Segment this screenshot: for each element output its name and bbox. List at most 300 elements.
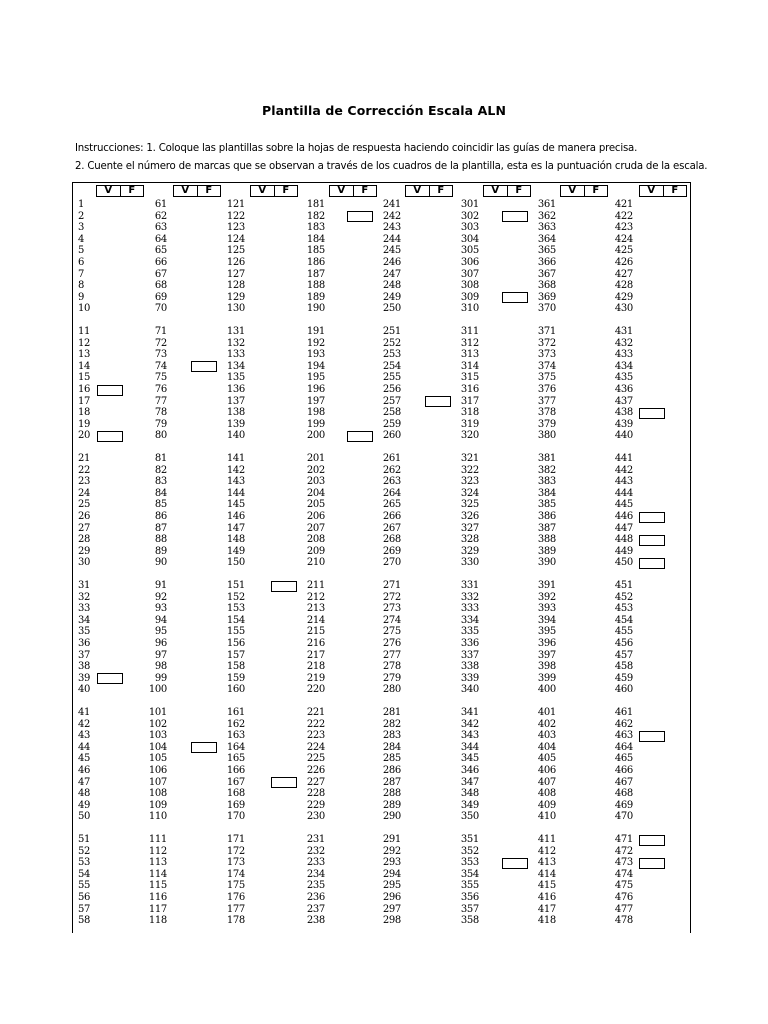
item-number: 51 [78,834,91,845]
item-number: 34 [78,614,91,626]
item-number: 358 [460,915,479,927]
item-number: 92 [154,591,167,603]
item-number: 225 [306,753,325,765]
response-window-box [271,581,297,592]
item-number: 313 [460,349,479,361]
item-number: 191 [306,326,325,337]
item-number: 457 [614,649,633,661]
item-number: 279 [382,672,401,684]
item-number: 190 [306,303,325,315]
item-number: 38 [78,661,91,673]
instruction-line-2: 2. Cuente el número de marcas que se observan a través de los cuadros de la plantilla, esta es la puntuación cruda de la escala. [75,161,708,172]
item-number: 54 [78,868,91,880]
f-label: F [274,186,298,196]
item-number: 195 [306,372,325,384]
item-number: 213 [306,603,325,615]
item-number: 327 [460,522,479,534]
item-number: 219 [306,672,325,684]
item-number: 345 [460,753,479,765]
item-number: 14 [78,360,91,372]
item-number: 422 [614,210,633,222]
item-number: 185 [306,245,325,257]
item-number: 46 [78,765,91,776]
item-number: 467 [614,776,633,788]
item-number: 124 [226,233,245,245]
item-number: 463 [614,730,633,742]
item-number: 100 [148,684,167,696]
item-number: 102 [148,718,167,730]
item-number: 305 [460,245,479,257]
item-number: 43 [78,730,91,742]
item-number: 276 [382,638,401,649]
item-number: 266 [382,511,401,522]
item-number: 110 [148,811,167,823]
item-number: 364 [537,233,556,245]
item-number: 212 [306,591,325,603]
response-window-box [639,858,665,869]
item-number: 215 [306,626,325,638]
item-number: 344 [460,741,479,753]
item-number: 352 [460,845,479,857]
item-number: 166 [226,765,245,776]
item-number: 323 [460,476,479,488]
item-number: 242 [382,210,401,222]
v-label: V [647,185,656,196]
item-number: 192 [306,337,325,349]
item-number: 22 [78,464,91,476]
item-number: 406 [537,765,556,776]
item-number: 121 [226,199,245,210]
item-number: 55 [78,880,91,892]
item-number: 133 [226,349,245,361]
item-number: 291 [382,834,401,845]
item-number: 137 [226,395,245,407]
response-window-box [347,211,373,222]
item-number: 384 [537,487,556,499]
item-number: 11 [78,326,91,337]
item-number: 448 [614,534,633,546]
item-number: 209 [306,545,325,557]
item-number: 472 [614,845,633,857]
item-number: 86 [154,511,167,522]
item-number: 361 [537,199,556,210]
item-number: 254 [382,360,401,372]
item-number: 63 [154,222,167,234]
item-number: 42 [78,718,91,730]
item-number: 199 [306,418,325,430]
item-number: 434 [614,360,633,372]
item-number: 189 [306,291,325,303]
item-number: 348 [460,788,479,800]
item-number: 149 [226,545,245,557]
item-number: 246 [382,257,401,268]
item-number: 408 [537,788,556,800]
item-number: 158 [226,661,245,673]
item-number: 214 [306,614,325,626]
item-number: 282 [382,718,401,730]
item-number: 284 [382,741,401,753]
item-number: 170 [226,811,245,823]
item-number: 48 [78,788,91,800]
item-number: 47 [78,776,91,788]
item-number: 6 [78,257,85,268]
item-number: 395 [537,626,556,638]
item-number: 226 [306,765,325,776]
response-window-box [271,777,297,788]
item-number: 23 [78,476,91,488]
item-number: 74 [154,360,167,372]
item-number: 309 [460,291,479,303]
item-number: 3 [78,222,85,234]
item-number: 27 [78,522,91,534]
item-number: 385 [537,499,556,511]
response-window-box [502,211,528,222]
item-number: 474 [614,868,633,880]
item-number: 387 [537,522,556,534]
item-number: 391 [537,580,556,591]
item-number: 453 [614,603,633,615]
item-number: 317 [460,395,479,407]
response-window-box [191,742,217,753]
item-number: 45 [78,753,91,765]
item-number: 8 [78,280,85,292]
item-number: 186 [306,257,325,268]
item-number: 152 [226,591,245,603]
item-number: 329 [460,545,479,557]
item-number: 89 [154,545,167,557]
item-number: 292 [382,845,401,857]
item-number: 281 [382,707,401,718]
item-number: 365 [537,245,556,257]
f-label: F [663,186,687,196]
item-number: 52 [78,845,91,857]
item-number: 87 [154,522,167,534]
item-number: 220 [306,684,325,696]
item-number: 287 [382,776,401,788]
vf-header-col-7 [560,185,608,197]
f-label: F [197,186,221,196]
item-number: 311 [460,326,479,337]
item-number: 341 [460,707,479,718]
item-number: 116 [148,892,167,903]
item-number: 50 [78,811,91,823]
item-number: 418 [537,915,556,927]
item-number: 316 [460,384,479,395]
item-number: 456 [614,638,633,649]
item-number: 183 [306,222,325,234]
response-window-box [425,396,451,407]
item-number: 228 [306,788,325,800]
item-number: 377 [537,395,556,407]
item-number: 101 [148,707,167,718]
item-number: 224 [306,741,325,753]
item-number: 221 [306,707,325,718]
item-number: 234 [306,868,325,880]
item-number: 259 [382,418,401,430]
item-number: 446 [614,511,633,522]
item-number: 331 [460,580,479,591]
item-number: 322 [460,464,479,476]
item-number: 338 [460,661,479,673]
item-number: 18 [78,407,91,419]
item-number: 314 [460,360,479,372]
item-number: 437 [614,395,633,407]
item-number: 386 [537,511,556,522]
response-window-box [502,292,528,303]
item-number: 325 [460,499,479,511]
item-number: 143 [226,476,245,488]
item-number: 16 [78,384,91,395]
item-number: 236 [306,892,325,903]
item-number: 277 [382,649,401,661]
item-number: 389 [537,545,556,557]
item-number: 473 [614,857,633,869]
instruction-line-1: Instrucciones: 1. Coloque las plantillas sobre la hojas de respuesta haciendo coincidir las guías de manera precisa. [75,143,638,154]
item-number: 264 [382,487,401,499]
item-number: 351 [460,834,479,845]
item-number: 237 [306,903,325,915]
item-number: 91 [154,580,167,591]
item-number: 138 [226,407,245,419]
item-number: 306 [460,257,479,268]
item-number: 83 [154,476,167,488]
item-number: 414 [537,868,556,880]
item-number: 232 [306,845,325,857]
item-number: 188 [306,280,325,292]
item-number: 263 [382,476,401,488]
item-number: 36 [78,638,91,649]
item-number: 442 [614,464,633,476]
item-number: 376 [537,384,556,395]
item-number: 290 [382,811,401,823]
item-number: 95 [154,626,167,638]
item-number: 417 [537,903,556,915]
item-number: 177 [226,903,245,915]
item-number: 294 [382,868,401,880]
item-number: 140 [226,430,245,442]
item-number: 450 [614,557,633,569]
item-number: 465 [614,753,633,765]
item-number: 451 [614,580,633,591]
item-number: 343 [460,730,479,742]
vf-header-col-1 [96,185,144,197]
item-number: 17 [78,395,91,407]
v-label: V [181,185,190,196]
item-number: 304 [460,233,479,245]
item-number: 128 [226,280,245,292]
item-number: 429 [614,291,633,303]
item-number: 160 [226,684,245,696]
item-number: 470 [614,811,633,823]
response-window-box [97,385,123,396]
item-number: 318 [460,407,479,419]
item-number: 162 [226,718,245,730]
item-number: 66 [154,257,167,268]
response-window-box [97,431,123,442]
item-number: 286 [382,765,401,776]
item-number: 310 [460,303,479,315]
v-label: V [568,185,577,196]
item-number: 58 [78,915,91,927]
item-number: 477 [614,903,633,915]
item-number: 70 [154,303,167,315]
item-number: 168 [226,788,245,800]
f-label: F [429,186,453,196]
item-number: 227 [306,776,325,788]
item-number: 12 [78,337,91,349]
item-number: 373 [537,349,556,361]
item-number: 278 [382,661,401,673]
item-number: 247 [382,268,401,280]
response-window-box [639,558,665,569]
item-number: 270 [382,557,401,569]
item-number: 132 [226,337,245,349]
item-number: 155 [226,626,245,638]
item-number: 445 [614,499,633,511]
item-number: 324 [460,487,479,499]
item-number: 182 [306,210,325,222]
item-number: 449 [614,545,633,557]
item-number: 161 [226,707,245,718]
item-number: 354 [460,868,479,880]
item-number: 271 [382,580,401,591]
item-number: 10 [78,303,91,315]
item-number: 257 [382,395,401,407]
item-number: 274 [382,614,401,626]
item-number: 462 [614,718,633,730]
item-number: 84 [154,487,167,499]
item-number: 328 [460,534,479,546]
item-number: 130 [226,303,245,315]
item-number: 388 [537,534,556,546]
item-number: 430 [614,303,633,315]
item-number: 319 [460,418,479,430]
item-number: 416 [537,892,556,903]
item-number: 118 [148,915,167,927]
response-window-box [639,731,665,742]
item-number: 401 [537,707,556,718]
item-number: 285 [382,753,401,765]
item-number: 40 [78,684,91,696]
item-number: 171 [226,834,245,845]
vf-header-col-3 [250,185,298,197]
item-number: 7 [78,268,85,280]
item-number: 25 [78,499,91,511]
item-number: 223 [306,730,325,742]
item-number: 203 [306,476,325,488]
item-number: 210 [306,557,325,569]
item-number: 33 [78,603,91,615]
item-number: 337 [460,649,479,661]
item-number: 340 [460,684,479,696]
item-number: 206 [306,511,325,522]
item-number: 392 [537,591,556,603]
item-number: 146 [226,511,245,522]
item-number: 141 [226,453,245,464]
item-number: 117 [148,903,167,915]
item-number: 459 [614,672,633,684]
item-number: 251 [382,326,401,337]
item-number: 88 [154,534,167,546]
item-number: 458 [614,661,633,673]
item-number: 298 [382,915,401,927]
item-number: 362 [537,210,556,222]
f-label: F [507,186,531,196]
item-number: 454 [614,614,633,626]
item-number: 315 [460,372,479,384]
item-number: 308 [460,280,479,292]
item-number: 397 [537,649,556,661]
item-number: 172 [226,845,245,857]
item-number: 372 [537,337,556,349]
item-number: 31 [78,580,91,591]
item-number: 28 [78,534,91,546]
item-number: 57 [78,903,91,915]
item-number: 122 [226,210,245,222]
item-number: 150 [226,557,245,569]
item-number: 407 [537,776,556,788]
item-number: 370 [537,303,556,315]
item-number: 400 [537,684,556,696]
item-number: 53 [78,857,91,869]
item-number: 105 [148,753,167,765]
item-number: 275 [382,626,401,638]
item-number: 432 [614,337,633,349]
response-window-box [639,512,665,523]
item-number: 32 [78,591,91,603]
item-number: 71 [154,326,167,337]
item-number: 113 [148,857,167,869]
item-number: 181 [306,199,325,210]
response-window-box [191,361,217,372]
item-number: 13 [78,349,91,361]
item-number: 427 [614,268,633,280]
item-number: 229 [306,799,325,811]
item-number: 452 [614,591,633,603]
item-number: 39 [78,672,91,684]
item-number: 82 [154,464,167,476]
item-number: 289 [382,799,401,811]
item-number: 15 [78,372,91,384]
item-number: 129 [226,291,245,303]
item-number: 330 [460,557,479,569]
item-number: 238 [306,915,325,927]
response-window-box [639,535,665,546]
item-number: 280 [382,684,401,696]
item-number: 165 [226,753,245,765]
item-number: 273 [382,603,401,615]
item-number: 104 [148,741,167,753]
response-window-box [97,673,123,684]
item-number: 404 [537,741,556,753]
v-label: V [491,185,500,196]
item-number: 296 [382,892,401,903]
item-number: 109 [148,799,167,811]
item-number: 127 [226,268,245,280]
item-number: 460 [614,684,633,696]
item-number: 468 [614,788,633,800]
item-number: 194 [306,360,325,372]
item-number: 439 [614,418,633,430]
item-number: 312 [460,337,479,349]
item-number: 403 [537,730,556,742]
item-number: 272 [382,591,401,603]
item-number: 126 [226,257,245,268]
item-number: 151 [226,580,245,591]
item-number: 97 [154,649,167,661]
item-number: 208 [306,534,325,546]
response-window-box [502,858,528,869]
